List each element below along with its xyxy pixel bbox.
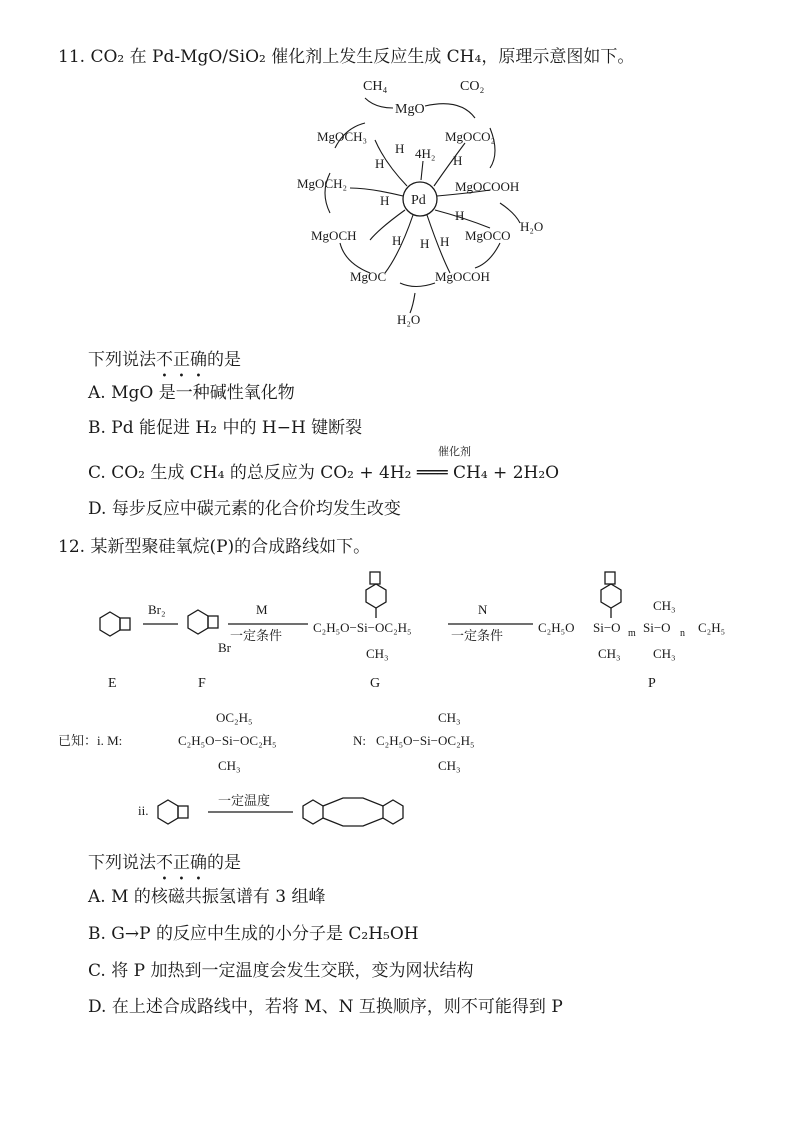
ring-mgoc: MgOC [350, 269, 387, 284]
ring-mgoch: MgOCH [311, 228, 357, 243]
q12-option-a[interactable]: A. M 的核磁共振氢谱有 3 组峰 [88, 887, 326, 907]
compound-p-ring [601, 572, 621, 618]
q11-prompt: 下列说法不正确的是 [88, 350, 241, 370]
svg-text:Si−O: Si−O [593, 620, 621, 635]
svg-text:H: H [420, 236, 430, 251]
svg-text:H: H [395, 141, 405, 156]
svg-text:CH₃: CH₃ [218, 758, 241, 773]
svg-text:CH₃: CH₃ [653, 646, 676, 661]
label-g: G [370, 676, 381, 691]
svg-text:M: M [256, 602, 268, 617]
svg-text:H: H [440, 234, 450, 249]
h2-label: 4H₂ [415, 146, 436, 161]
q12-prompt: 下列说法不正确的是 [88, 853, 241, 873]
q12-option-c[interactable]: C. 将 P 加热到一定温度会发生交联，变为网状结构 [88, 961, 474, 981]
svg-text:CH₃: CH₃ [653, 598, 676, 613]
svg-text:H: H [455, 208, 465, 223]
q12-synthesis-route [58, 562, 788, 702]
ring-mgoch2: MgOCH₂ [297, 176, 348, 191]
label-e: E [108, 676, 117, 691]
ring-mgoch3: MgOCH₃ [317, 129, 368, 144]
svg-text:C₂H₅O−Si−OC₂H₅: C₂H₅O−Si−OC₂H₅ [178, 733, 277, 748]
svg-text:CH₃: CH₃ [366, 646, 389, 661]
svg-text:Br: Br [218, 640, 231, 655]
svg-text:N: N [478, 602, 488, 617]
svg-text:H: H [380, 193, 390, 208]
label-p: P [648, 676, 656, 691]
ring-mgoco2: MgOCO₂ [445, 129, 496, 144]
benzocyclobutene [158, 800, 188, 824]
q11-stem: 11. CO₂ 在 Pd-MgO/SiO₂ 催化剂上发生反应生成 CH₄，原理示意图如下。 [58, 47, 635, 67]
reagent-br2: Br₂ [148, 602, 166, 617]
co2-top: CO₂ [460, 79, 485, 94]
svg-text:一定条件: 一定条件 [451, 628, 504, 643]
h2o-right: H₂O [520, 219, 544, 234]
ch4-top: CH₄ [363, 79, 388, 94]
q11-option-b[interactable]: B. Pd 能促进 H₂ 中的 H−H 键断裂 [88, 418, 363, 438]
compound-f [188, 610, 218, 634]
h2o-bottom: H₂O [397, 312, 421, 327]
dimer-product [303, 798, 403, 826]
svg-text:CH₃: CH₃ [598, 646, 621, 661]
ring-mgocoh: MgOCOH [435, 269, 490, 284]
svg-text:m: m [628, 628, 636, 639]
pd-label: Pd [411, 193, 426, 208]
svg-text:C₂H₅O: C₂H₅O [538, 620, 575, 635]
q11-option-a[interactable]: A. MgO 是一种碱性氧化物 [88, 383, 295, 403]
svg-text:一定条件: 一定条件 [230, 628, 283, 643]
q11-catalysis-diagram [275, 68, 575, 328]
svg-text:Si−O: Si−O [643, 620, 671, 635]
q12-option-d[interactable]: D. 在上述合成路线中，若将 M、N 互换顺序，则不可能得到 P [88, 997, 563, 1017]
q12-stem: 12. 某新型聚硅氧烷(P)的合成路线如下。 [58, 537, 371, 557]
svg-text:C₂H₅O−Si−OC₂H₅: C₂H₅O−Si−OC₂H₅ [376, 733, 475, 748]
svg-text:ii.: ii. [138, 803, 149, 818]
compound-e [100, 612, 130, 636]
svg-text:一定温度: 一定温度 [218, 793, 271, 808]
svg-text:n: n [680, 628, 685, 639]
catalyst-label: 催化剂 [438, 445, 471, 458]
svg-text:H: H [392, 233, 402, 248]
svg-text:N:: N: [353, 733, 366, 748]
svg-text:C₂H₅: C₂H₅ [698, 620, 726, 635]
svg-text:H: H [453, 153, 463, 168]
svg-text:C₂H₅O−Si−OC₂H₅: C₂H₅O−Si−OC₂H₅ [313, 620, 412, 635]
ring-mgocooh: MgOCOOH [455, 179, 520, 194]
svg-text:已知：i. M:: 已知：i. M: [58, 733, 123, 748]
label-f: F [198, 676, 206, 691]
q12-option-b[interactable]: B. G→P 的反应中生成的小分子是 C₂H₅OH [88, 924, 419, 944]
ring-mgoco: MgOCO [465, 228, 511, 243]
q11-option-c[interactable]: C. CO₂ 生成 CH₄ 的总反应为 CO₂ + 4H₂ ═══ CH₄ + 2H₂O 催化剂 [88, 445, 560, 483]
q12-known [58, 700, 778, 840]
svg-text:CH₃: CH₃ [438, 758, 461, 773]
compound-g-ring [366, 572, 386, 618]
svg-text:CH₃: CH₃ [438, 710, 461, 725]
q11-option-d[interactable]: D. 每步反应中碳元素的化合价均发生改变 [88, 499, 401, 519]
svg-text:H: H [375, 156, 385, 171]
mgo-top: MgO [395, 102, 425, 117]
svg-text:OC₂H₅: OC₂H₅ [216, 710, 253, 725]
